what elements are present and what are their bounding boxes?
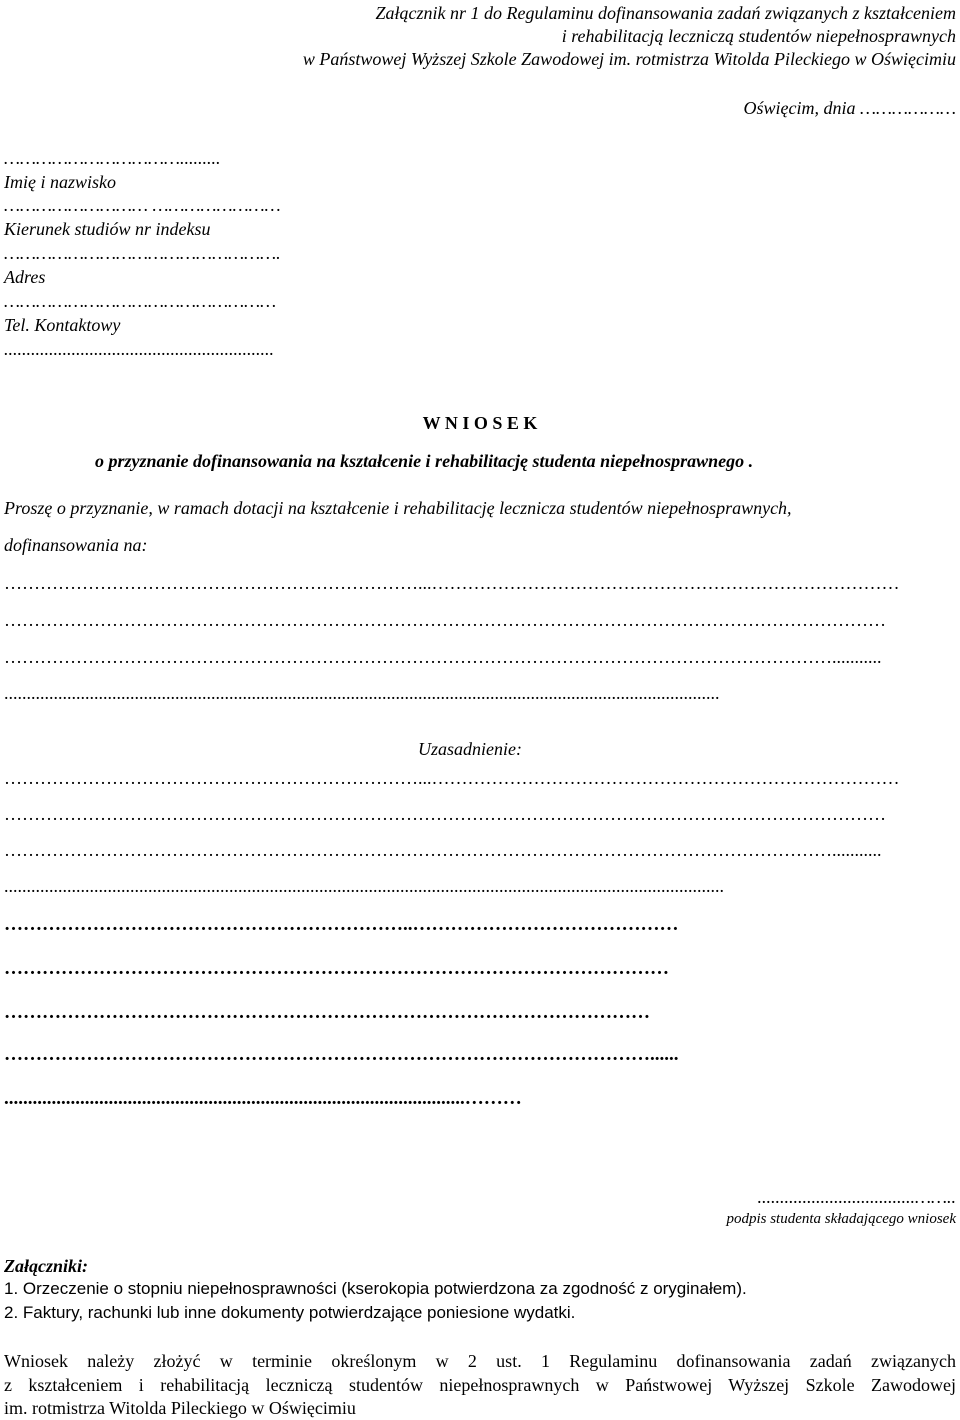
bold-dotted-line: .................................................................................................……… [4,1088,522,1109]
header-line-1: Załącznik nr 1 do Regulaminu dofinansowania zadań związanych z kształceniem [375,3,956,23]
request-dotted-line: …………………………………………………………………………………………………………………………........... [4,647,882,667]
bold-dotted-line: ………………………………………………………..…………………………………… [4,914,679,935]
justification-dotted-line: ................................................................................................................................................................ [4,876,724,896]
name-dots: ……………………………......... [4,148,221,168]
bold-dotted-line: …………………………………………………………………………………………...... [4,1044,679,1065]
attachment-item: 1. Orzeczenie o stopniu niepełnosprawności (kserokopia potwierdzona za zgodność z oryginałem). [4,1279,747,1298]
attachments-heading: Załączniki: [4,1256,88,1276]
bold-dotted-line: …………………………………………………………………………………………… [4,958,669,979]
request-dotted-line: ………………………………………………………………………………………………………………………………… [4,610,886,630]
document-subtitle: o przyznanie dofinansowania na kształcenie i rehabilitację studenta niepełnosprawnego . [95,451,754,471]
justification-label: Uzasadnienie: [418,739,522,759]
signature-label: podpis studenta składającego wniosek [726,1211,956,1227]
document-title: W N I O S E K [422,413,538,433]
justification-dotted-line: ……………………………………………………………...…………………………………………………………………… [4,768,900,788]
header-line-2: i rehabilitacją leczniczą studentów niepełnosprawnych [561,26,956,46]
study-dots: ……………………… …………………… [4,195,281,215]
header-line-3: w Państwowej Wyższej Szkole Zawodowej im. rotmistrza Witolda Pileckiego w Oświęcimiu [302,49,956,69]
address-dots: ……………………………………………. [4,243,281,263]
note-line-2: z kształceniem i rehabilitacją leczniczą studentów niepełnosprawnych w Państwowej Wyższej Szkole Zawodowej [4,1375,956,1395]
request-dotted-line: ……………………………………………………………...…………………………………………………………………… [4,573,900,593]
place-date: Oświęcim, dnia ……………… [743,98,956,118]
signature-dots: ...................................…….. [757,1187,956,1207]
justification-dotted-line: …………………………………………………………………………………………………………………………........... [4,840,882,860]
name-label: Imię i nazwisko [4,172,116,192]
request-line-2: dofinansowania na: [4,535,148,555]
bold-dotted-line: ………………………………………………………………………………………… [4,1002,650,1023]
attachment-item: 2. Faktury, rachunki lub inne dokumenty potwierdzające poniesione wydatki. [4,1303,576,1322]
note-line-1: Wniosek należy złożyć w terminie określonym w 2 ust. 1 Regulaminu dofinansowania zadań związanych [4,1351,956,1371]
study-label: Kierunek studiów nr indeksu [4,219,211,239]
request-dotted-line: ............................................................................................................................................................... [4,683,720,703]
justification-dotted-line: ………………………………………………………………………………………………………………………………… [4,804,886,824]
note-line-3: im. rotmistrza Witolda Pileckiego w Oświęcimiu [4,1398,356,1418]
phone-dots: …………………………………………… [4,291,277,311]
address-label: Adres [4,267,46,287]
extra-dots: ............................................................ [4,339,274,359]
phone-label: Tel. Kontaktowy [4,315,121,335]
request-line-1: Proszę o przyznanie, w ramach dotacji na kształcenie i rehabilitację lecznicza studentów niepełnosprawnych, [4,498,792,518]
